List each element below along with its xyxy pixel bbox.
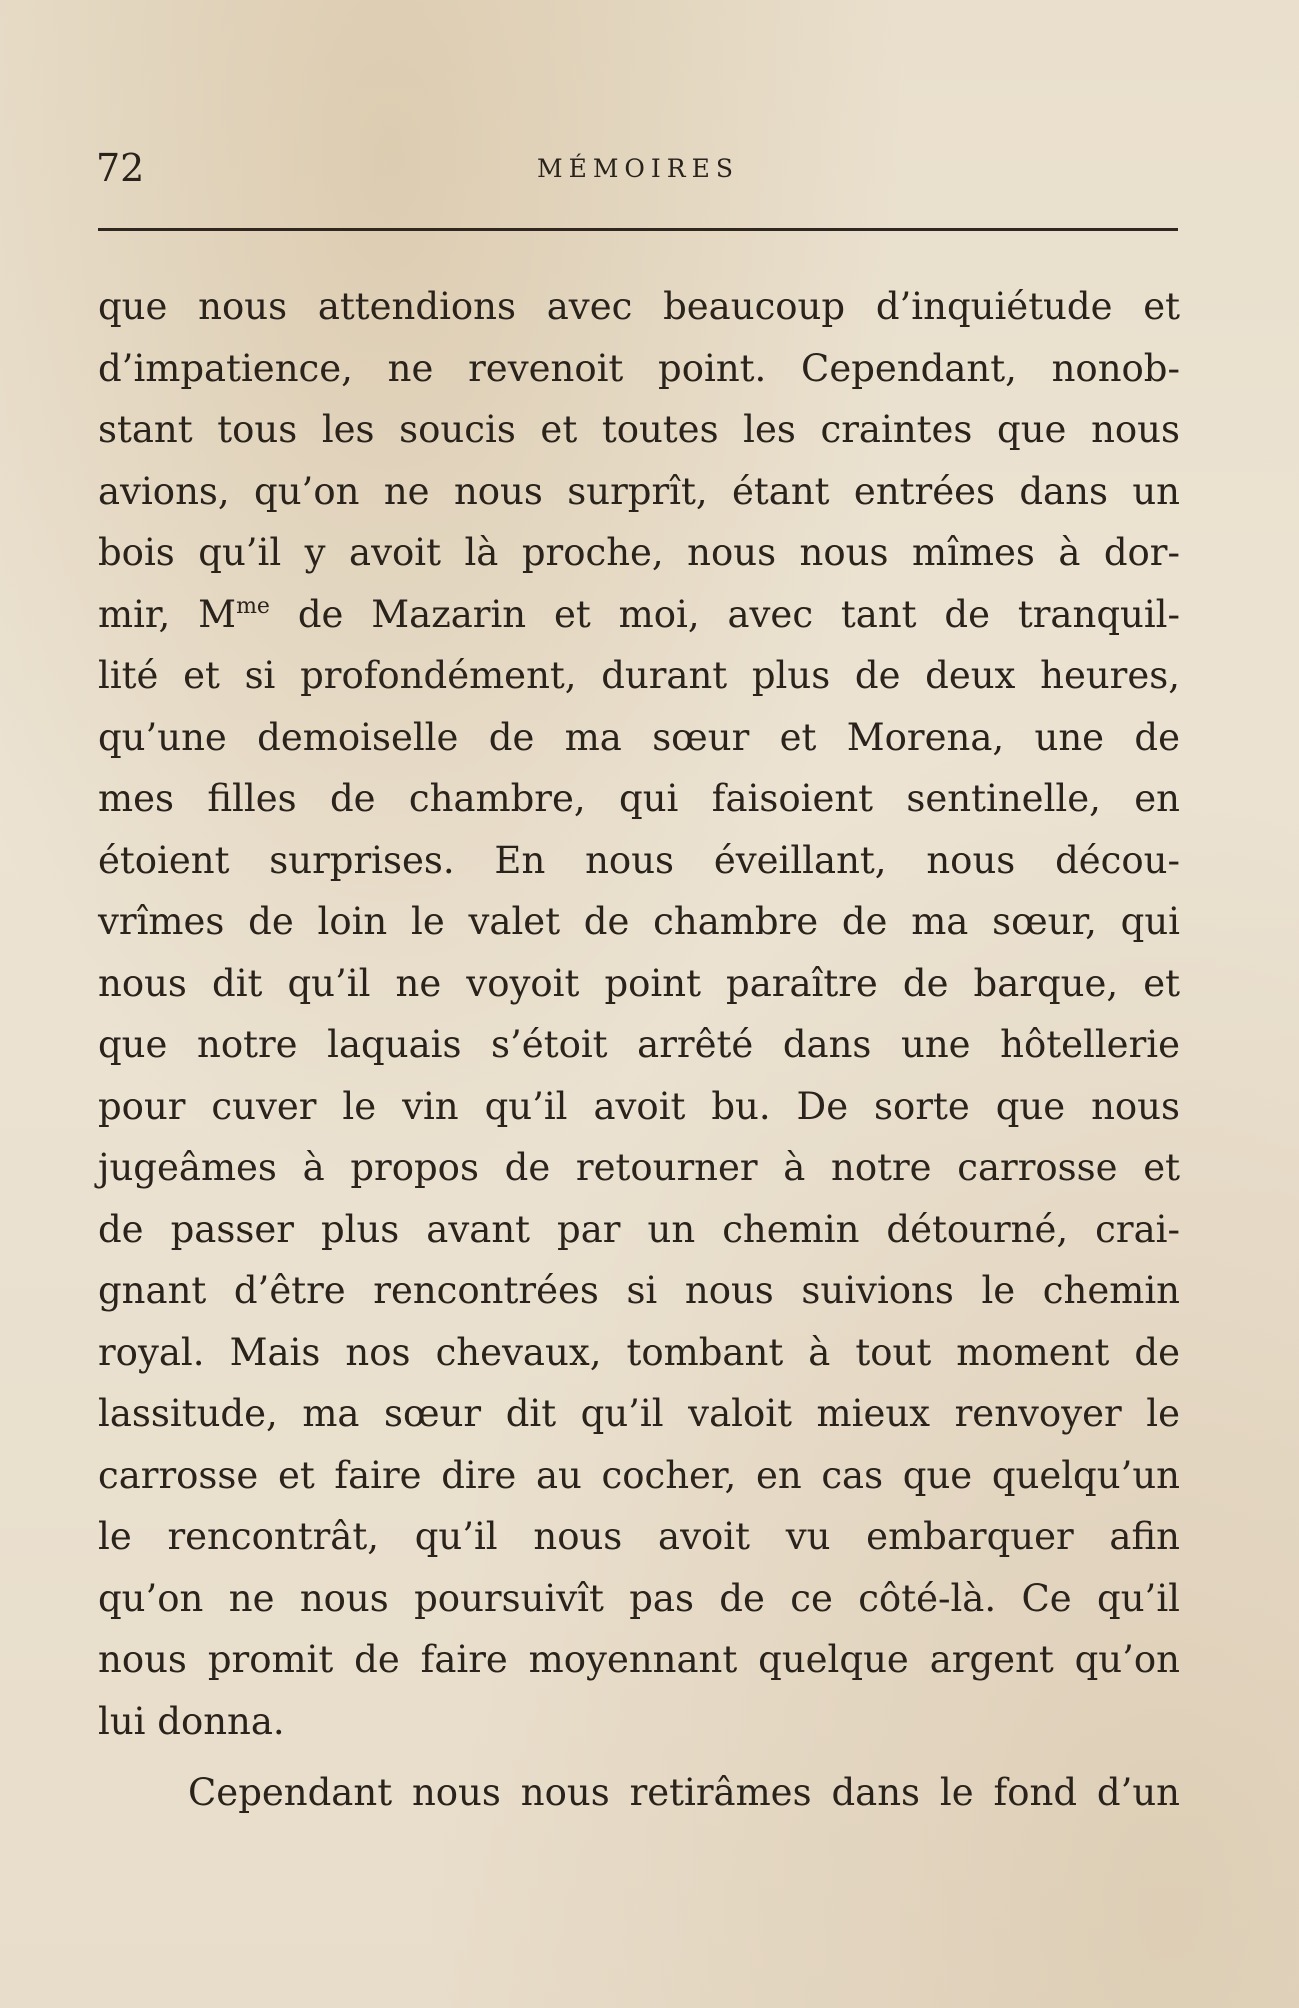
text-line: nous dit qu’il ne voyoit point paraître de barque, et bbox=[98, 961, 1180, 1005]
text-line: de passer plus avant par un chemin détourné, crai- bbox=[98, 1207, 1180, 1251]
running-head bbox=[96, 148, 1180, 188]
paragraph-start-line: Cependant nous nous retirâmes dans le fond d’un bbox=[188, 1771, 1180, 1814]
text-line: étoient surprises. En nous éveillant, nous décou- bbox=[98, 838, 1180, 882]
header-rule bbox=[98, 228, 1178, 231]
text-line: lité et si profondément, durant plus de deux heures, bbox=[98, 654, 1180, 697]
superscript: me bbox=[236, 593, 270, 619]
text-line: jugeâmes à propos de retourner à notre carrosse et bbox=[98, 1146, 1180, 1189]
text-line: que nous attendions avec beaucoup d’inquiétude et bbox=[98, 285, 1180, 328]
text-line: mes filles de chambre, qui faisoient sentinelle, en bbox=[98, 777, 1180, 820]
text-line: qu’une demoiselle de ma sœur et Morena, une de bbox=[98, 715, 1180, 759]
body-text bbox=[98, 276, 1180, 1824]
page-number: 72 bbox=[96, 146, 145, 190]
text-line: le rencontrât, qu’il nous avoit vu embarquer afin bbox=[98, 1515, 1180, 1558]
text-line: stant tous les soucis et toutes les craintes que nous bbox=[98, 408, 1180, 451]
text-line: lassitude, ma sœur dit qu’il valoit mieux renvoyer le bbox=[98, 1392, 1180, 1435]
text-line: gnant d’être rencontrées si nous suivions le chemin bbox=[98, 1269, 1180, 1312]
text-line: que notre laquais s’étoit arrêté dans une hôtellerie bbox=[98, 1023, 1180, 1066]
running-title: MÉMOIRES bbox=[536, 154, 740, 183]
text-fragment: de Mazarin et moi, avec tant de tranquil- bbox=[269, 592, 1180, 636]
text-line: royal. Mais nos chevaux, tombant à tout moment de bbox=[98, 1330, 1180, 1374]
text-line: nous promit de faire moyennant quelque argent qu’on bbox=[98, 1638, 1180, 1681]
text-line: d’impatience, ne revenoit point. Cependant, nonob- bbox=[98, 346, 1180, 390]
text-line: qu’on ne nous poursuivît pas de ce côté-là. Ce qu’il bbox=[98, 1576, 1180, 1620]
text-line: vrîmes de loin le valet de chambre de ma sœur, qui bbox=[98, 900, 1180, 943]
paragraph-end-line: lui donna. bbox=[98, 1699, 285, 1743]
text-line: bois qu’il y avoit là proche, nous nous mîmes à dor- bbox=[98, 531, 1180, 574]
text-line bbox=[98, 584, 1180, 646]
text-line: pour cuver le vin qu’il avoit bu. De sorte que nous bbox=[98, 1084, 1180, 1128]
text-fragment: mir, M bbox=[98, 592, 237, 636]
text-line: avions, qu’on ne nous surprît, étant entrées dans un bbox=[98, 469, 1180, 513]
text-line: carrosse et faire dire au cocher, en cas que quelqu’un bbox=[98, 1453, 1180, 1497]
